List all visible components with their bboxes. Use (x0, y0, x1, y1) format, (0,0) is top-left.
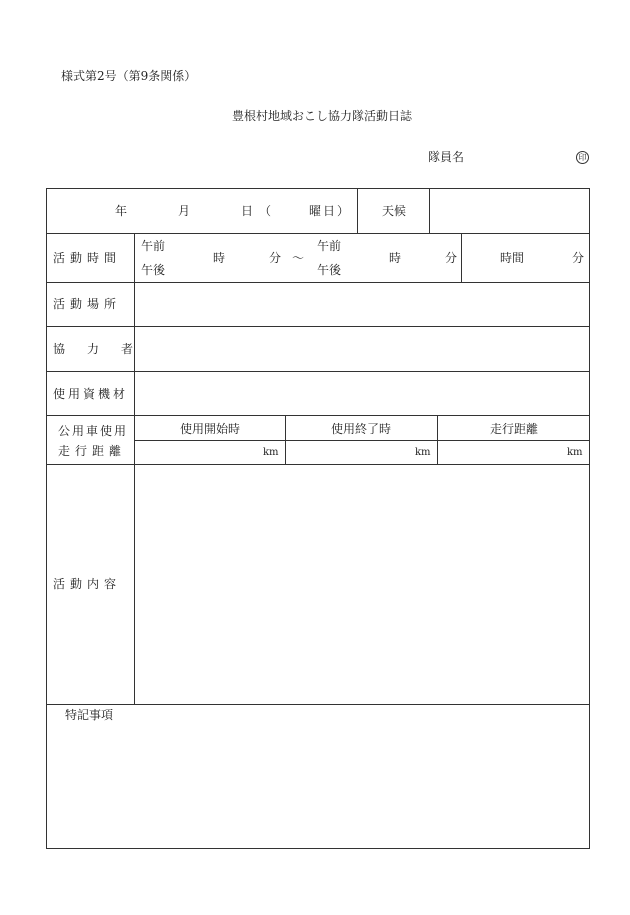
remarks-label: 特記事項 (65, 708, 114, 722)
cooperator-label: 協力者 (53, 342, 156, 356)
activity-time-label: 活動時間 (53, 251, 122, 265)
month-label: 月 (178, 204, 191, 218)
start-hour-label: 時 (213, 251, 226, 265)
end-hour-label: 時 (389, 251, 402, 265)
weather-label: 天候 (382, 204, 407, 218)
seal-mark: 印 (576, 151, 589, 164)
form-number: 様式第2号（第9条関係） (61, 69, 197, 83)
equipment-label: 使用資機材 (53, 387, 129, 401)
distance-unit: km (567, 447, 583, 458)
activity-content-label: 活動内容 (53, 577, 122, 591)
member-name-label: 隊員名 (428, 150, 465, 164)
activity-place-label: 活動場所 (53, 297, 122, 311)
mileage-label: 走行距離 (58, 444, 127, 458)
document-title: 豊根村地域おこし協力隊活動日誌 (232, 109, 413, 123)
usage-end-unit: km (415, 447, 431, 458)
distance-header: 走行距離 (490, 422, 539, 436)
start-minute-label: 分 (269, 251, 282, 265)
end-minute-label: 分 (445, 251, 458, 265)
day-label: 日（ (241, 204, 278, 218)
usage-start-unit: km (263, 447, 279, 458)
end-pm-label: 午後 (317, 263, 342, 277)
year-label: 年 (115, 204, 128, 218)
usage-end-header: 使用終了時 (331, 422, 392, 436)
start-pm-label: 午後 (141, 263, 166, 277)
usage-start-header: 使用開始時 (180, 422, 241, 436)
vehicle-use-label: 公用車使用 (58, 424, 129, 438)
total-hours-label: 時間 (500, 251, 525, 265)
end-am-label: 午前 (317, 239, 342, 253)
start-am-label: 午前 (141, 239, 166, 253)
weekday-label: 曜日） (309, 204, 352, 218)
time-range-tilde: 〜 (292, 251, 305, 265)
total-minutes-label: 分 (572, 251, 585, 265)
